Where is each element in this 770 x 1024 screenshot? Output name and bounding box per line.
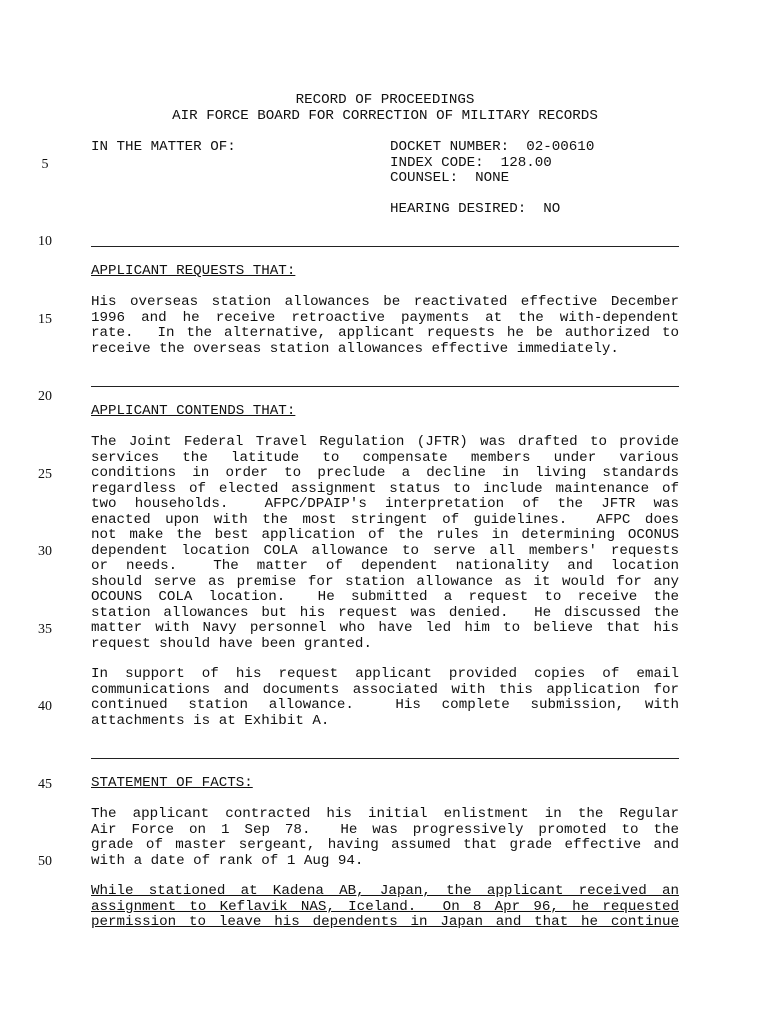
- section-heading-contends: APPLICANT CONTENDS THAT:: [91, 403, 296, 419]
- text-line: station allowances but his request was denied. He discussed the: [91, 604, 679, 621]
- text-line: with a date of rank of 1 Aug 94.: [91, 852, 364, 869]
- text-line: grade of master sergeant, having assumed that grade effective and: [91, 837, 679, 853]
- line-number: 15: [38, 312, 52, 327]
- line-number: 30: [38, 544, 52, 559]
- text-line: assignment to Keflavik NAS, Iceland. On 8 Apr 96, he requested: [91, 898, 679, 915]
- text-line: While stationed at Kadena AB, Japan, the applicant received an: [91, 883, 679, 899]
- text-line: rate. In the alternative, applicant requests he be authorized to: [91, 325, 679, 341]
- text-line: continued station allowance. His complete submission, with: [91, 697, 679, 713]
- text-line: request should have been granted.: [91, 635, 372, 652]
- section-divider: [91, 246, 679, 247]
- text-line: or needs. The matter of dependent nationality and location: [91, 558, 679, 574]
- index-code: INDEX CODE: 128.00: [390, 154, 552, 171]
- line-number: 20: [38, 389, 52, 404]
- text-line: His overseas station allowances be reactivated effective December: [91, 294, 679, 310]
- line-number: 10: [38, 234, 52, 249]
- text-line: not make the best application of the rules in determining OCONUS: [91, 527, 679, 543]
- text-line: The applicant contracted his initial enlistment in the Regular: [91, 806, 679, 822]
- board-title: AIR FORCE BOARD FOR CORRECTION OF MILITARY RECORDS: [172, 107, 598, 124]
- section-heading-facts: STATEMENT OF FACTS:: [91, 775, 253, 791]
- text-line: 1996 and he receive retroactive payments at the with-dependent: [91, 309, 679, 326]
- text-line: enacted upon with the most stringent of guidelines. AFPC does: [91, 511, 679, 528]
- section-divider: [91, 758, 679, 759]
- text-line: regardless of elected assignment status to include maintenance of: [91, 480, 679, 497]
- counsel: COUNSEL: NONE: [390, 170, 510, 186]
- hearing-desired: HEARING DESIRED: NO: [390, 201, 561, 217]
- text-line: services the latitude to compensate members under various: [91, 449, 679, 466]
- line-number: 35: [38, 622, 52, 637]
- section-divider: [91, 386, 679, 387]
- text-line: attachments is at Exhibit A.: [91, 712, 330, 729]
- text-line: permission to leave his dependents in Japan and that he continue: [91, 914, 679, 930]
- text-line: conditions in order to preclude a decline in living standards: [91, 465, 679, 481]
- text-line: receive the overseas station allowances effective immediately.: [91, 340, 619, 357]
- docket-number: DOCKET NUMBER: 02-00610: [390, 139, 595, 155]
- line-number: 40: [38, 699, 52, 714]
- text-line: OCOUNS COLA location. He submitted a request to receive the: [91, 589, 679, 605]
- line-number: 5: [41, 157, 49, 172]
- text-line: dependent location COLA allowance to serve all members' requests: [91, 542, 679, 559]
- line-number: 25: [38, 467, 52, 482]
- line-number: 50: [38, 854, 52, 869]
- section-heading-requests: APPLICANT REQUESTS THAT:: [91, 263, 296, 279]
- in-the-matter-of-label: IN THE MATTER OF:: [91, 139, 236, 155]
- text-line: should serve as premise for station allowance as it would for any: [91, 573, 679, 590]
- text-line: Air Force on 1 Sep 78. He was progressively promoted to the: [91, 821, 679, 838]
- record-title: RECORD OF PROCEEDINGS: [295, 92, 475, 108]
- text-line: communications and documents associated with this application for: [91, 681, 679, 698]
- text-line: two households. AFPC/DPAIP's interpretation of the JFTR was: [91, 496, 679, 512]
- text-line: In support of his request applicant provided copies of email: [91, 666, 679, 682]
- text-line: The Joint Federal Travel Regulation (JFTR) was drafted to provide: [91, 434, 679, 450]
- text-line: matter with Navy personnel who have led him to believe that his: [91, 620, 679, 636]
- line-number: 45: [38, 777, 52, 792]
